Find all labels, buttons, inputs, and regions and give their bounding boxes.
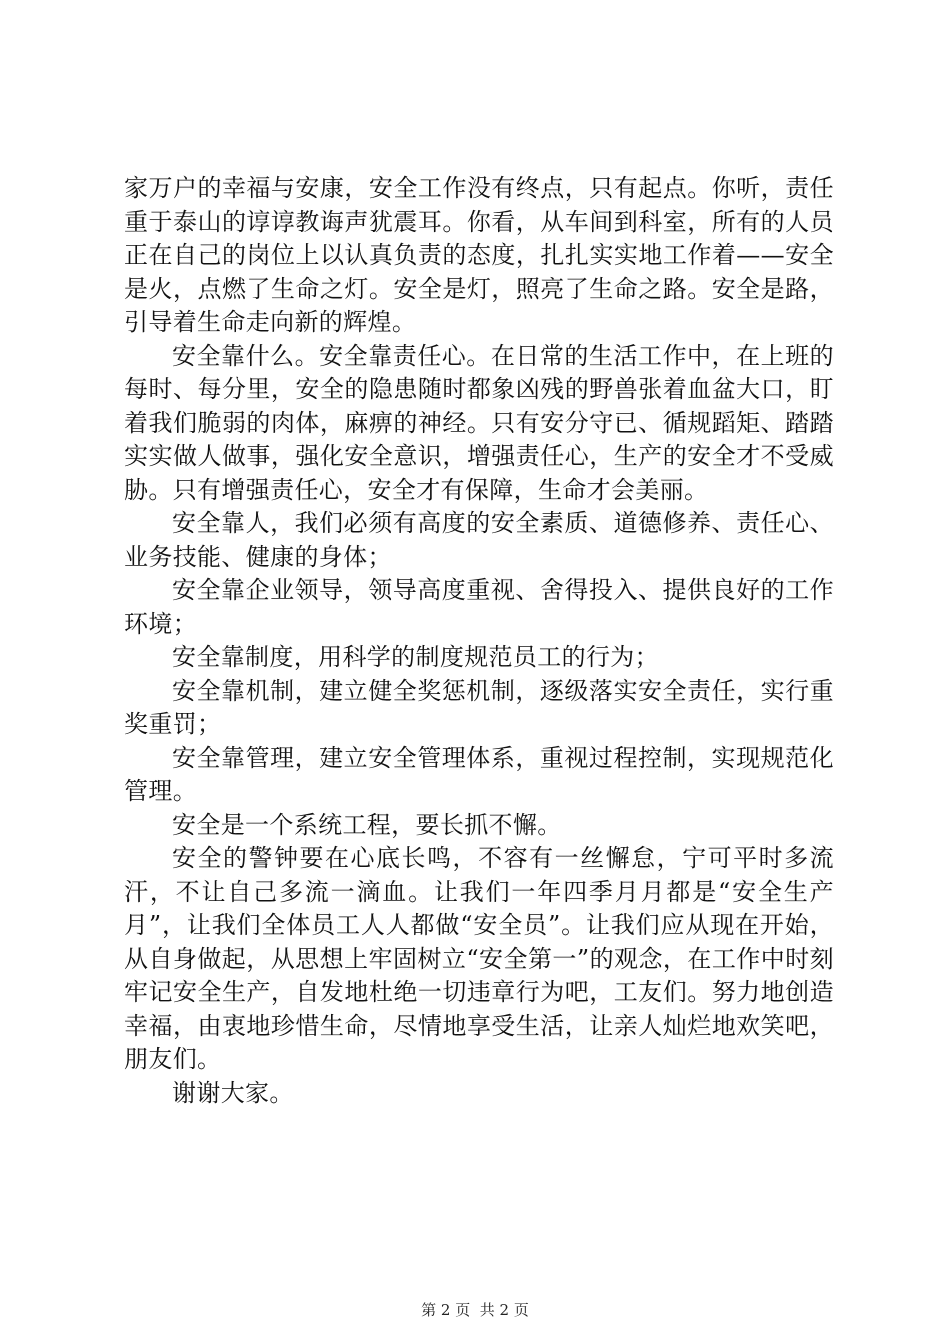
paragraph-7: 安全靠管理，建立安全管理体系，重视过程控制，实现规范化管理。: [124, 743, 834, 805]
paragraph-2: 安全靠什么。安全靠责任心。在日常的生活工作中，在上班的每时、每分里，安全的隐患随时都象凶残的野兽张着血盆大口，盯着我们脆弱的肉体，麻痹的神经。只有安分守已、循规蹈矩、踏踏实实做人做事，强化安全意识，增强责任心，生产的安全才不受威胁。只有增强责任心，安全才有保障，生命才会美丽。: [124, 341, 834, 504]
paragraph-10: 谢谢大家。: [172, 1078, 294, 1107]
paragraph-6: 安全靠机制，建立健全奖惩机制，逐级落实安全责任，实行重奖重罚；: [124, 676, 834, 738]
paragraph-4: 安全靠企业领导，领导高度重视、舍得投入、提供良好的工作环境；: [124, 576, 834, 638]
page-footer: 第 2 页 共 2 页: [421, 1301, 529, 1319]
paragraph-3: 安全靠人，我们必须有高度的安全素质、道德修养、责任心、业务技能、健康的身体；: [124, 509, 834, 571]
paragraph-9: 安全的警钟要在心底长鸣，不容有一丝懈怠，宁可平时多流汗，不让自己多流一滴血。让我们一年四季月月都是“安全生产月”，让我们全体员工人人都做“安全员”。让我们应从现在开始，从自身做起，从思想上牢固树立“安全第一”的观念，在工作中时刻牢记安全生产，自发地杜绝一切违章行为吧，工友们。努力地创造幸福，由衷地珍惜生命，尽情地享受生活，让亲人灿烂地欢笑吧，朋友们。: [124, 844, 834, 1073]
paragraph-5: 安全靠制度，用科学的制度规范员工的行为；: [172, 643, 659, 671]
document-body: [124, 172, 834, 1110]
paragraph-8: 安全是一个系统工程，要长抓不懈。: [172, 810, 562, 839]
paragraph-1: 家万户的幸福与安康，安全工作没有终点，只有起点。你听，责任重于泰山的谆谆教诲声犹震耳。你看，从车间到科室，所有的人员正在自己的岗位上以认真负责的态度，扎扎实实地工作着——安全是火，点燃了生命之灯。安全是灯，照亮了生命之路。安全是路，引导着生命走向新的辉煌。: [124, 174, 834, 336]
